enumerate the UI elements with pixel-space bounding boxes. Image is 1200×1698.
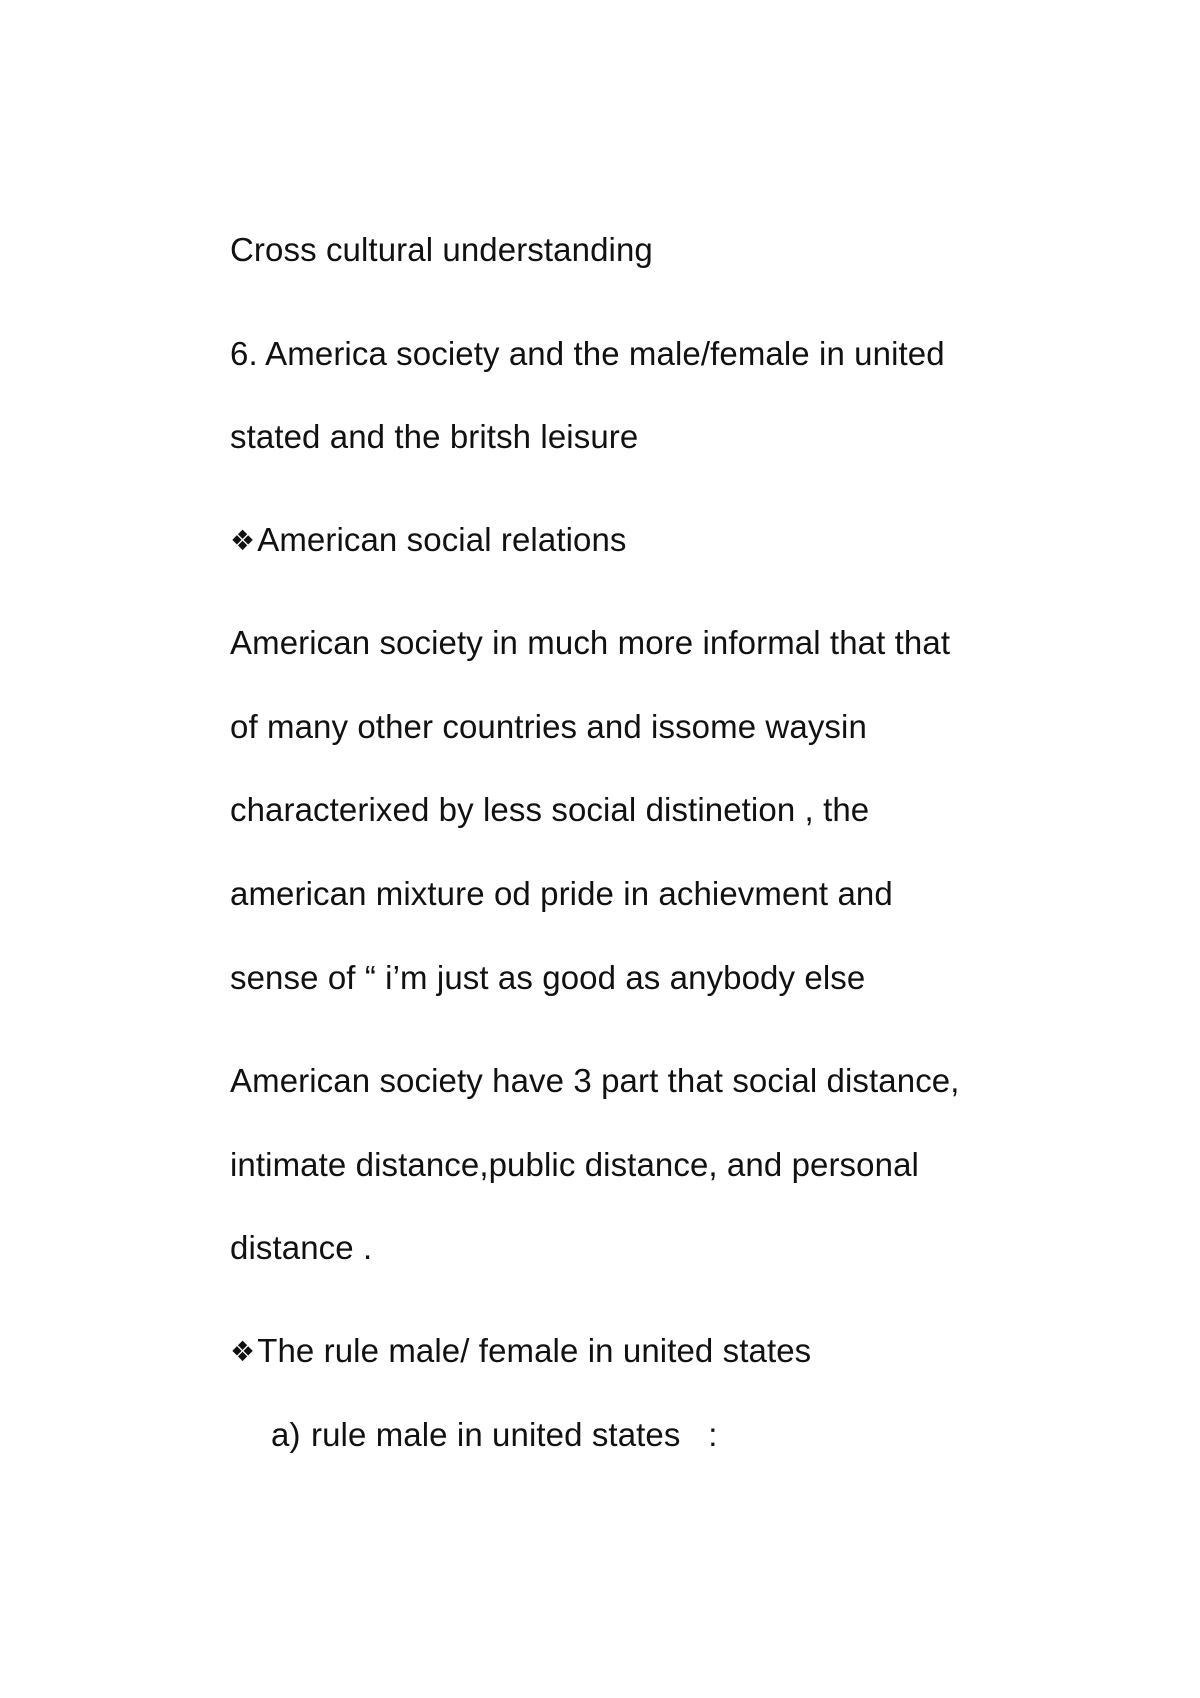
list-marker: a) [271,1416,301,1453]
paragraph-line: of many other countries and issome waysin [230,708,867,745]
diamond-bullet-icon: ❖ [230,524,256,557]
paragraph-line: characterixed by less social distinetion , the [230,791,870,828]
sub-list-item [271,1415,718,1455]
document-title: Cross cultural understanding [230,231,653,268]
paragraph-line: sense of “ i’m just as good as anybody else [230,959,866,996]
paragraph-line: intimate distance,public distance, and personal [230,1146,919,1183]
section-heading-social-relations [230,520,627,561]
heading-line-2: stated and the britsh leisure [230,418,639,455]
paragraph-line: American society in much more informal that that [230,624,951,661]
heading-line-1: 6. America society and the male/female in united [230,335,945,372]
paragraph-line: american mixture od pride in achievment and [230,875,893,912]
section-title: American social relations [257,521,627,558]
paragraph-line: American society have 3 part that social distance, [230,1062,960,1099]
section-title: The rule male/ female in united states [257,1332,812,1369]
diamond-bullet-icon: ❖ [230,1335,256,1368]
paragraph-line: distance . [230,1229,373,1266]
sub-list-item-text: rule male in united states : [311,1416,718,1453]
section-heading-male-female-rule [230,1331,811,1372]
